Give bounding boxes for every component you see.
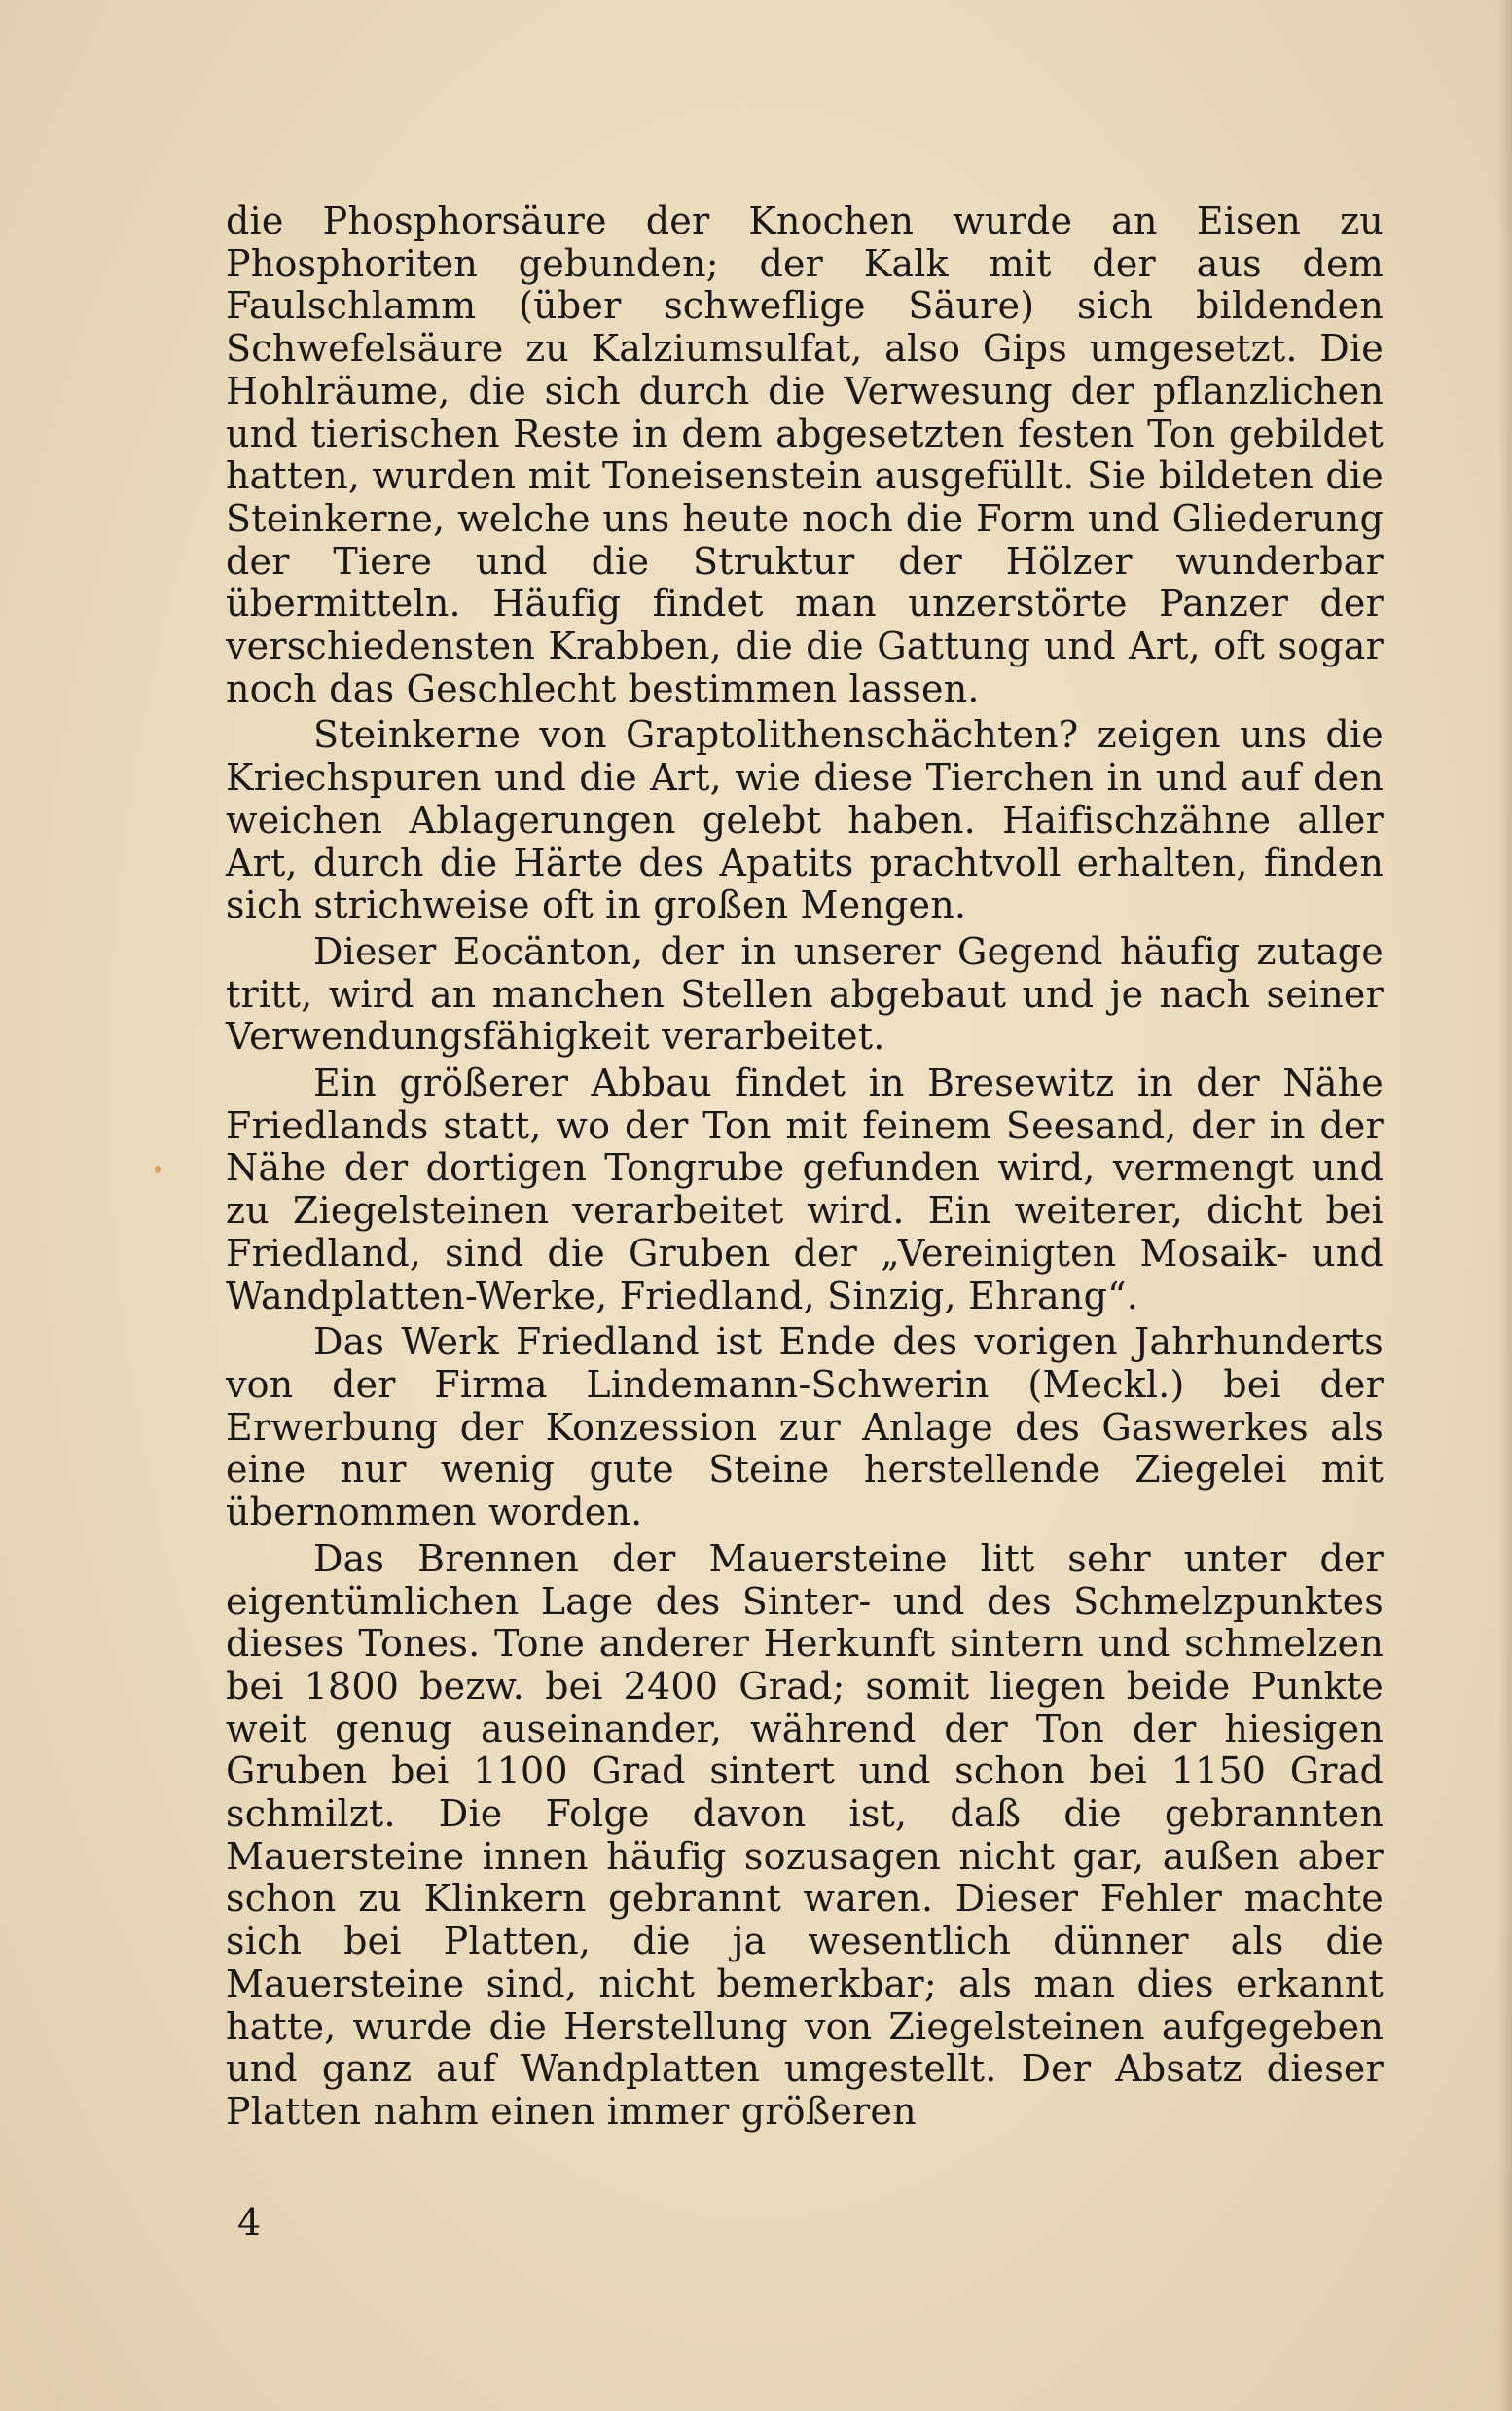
page-edge-shadow <box>1498 0 1512 2411</box>
paragraph-2: Steinkerne von Graptolithenschächten? zeigen uns die Kriechspuren und die Art, wie diese Tierchen in und auf den weichen Ablagerungen gelebt haben. Haifischzähne aller Art, durch die Härte des Apatits prachtvoll erhalten, finden sich strichweise oft in großen Mengen. <box>226 713 1384 927</box>
paper-spot <box>155 1166 161 1173</box>
paragraph-6: Das Brennen der Mauersteine litt sehr unter der eigentümlichen Lage des Sinter- und des Schmelzpunktes dieses Tones. Tone anderer Herkunft sintern und schmelzen bei 1800 bezw. bei 2400 Grad; somit liegen beide Punkte weit genug auseinander, während der Ton der hiesigen Gruben bei 1100 Grad sintert und schon bei 1150 Grad schmilzt. Die Folge davon ist, daß die gebrannten Mauersteine innen häufig sozusagen nicht gar, außen aber schon zu Klinkern gebrannt waren. Dieser Fehler machte sich bei Platten, die ja wesentlich dünner als die Mauersteine sind, nicht bemerkbar; als man dies erkannt hatte, wurde die Herstellung von Ziegelsteinen aufgegeben und ganz auf Wandplatten umgestellt. Der Absatz dieser Platten nahm einen immer größeren <box>226 1536 1384 2133</box>
paragraph-3: Dieser Eocänton, der in unserer Gegend häufig zutage tritt, wird an manchen Stellen abgebaut und je nach seiner Verwendungsfähigkeit verarbeitet. <box>226 929 1384 1059</box>
paragraph-5: Das Werk Friedland ist Ende des vorigen Jahrhunderts von der Firma Lindemann-Schwerin (Meckl.) bei der Erwerbung der Konzession zur Anlage des Gaswerkes als eine nur wenig gute Steine herstellende Ziegelei mit übernommen worden. <box>226 1320 1384 1534</box>
paragraph-1: die Phosphorsäure der Knochen wurde an Eisen zu Phosphoriten gebunden; der Kalk mit der aus dem Faulschlamm (über schweflige Säure) sich bildenden Schwefelsäure zu Kalziumsulfat, also Gips umgesetzt. Die Hohlräume, die sich durch die Verwesung der pflanzlichen und tierischen Reste in dem abgesetzten festen Ton gebildet hatten, wurden mit Toneisenstein ausgefüllt. Sie bildeten die Steinkerne, welche uns heute noch die Form und Gliederung der Tiere und die Struktur der Hölzer wunderbar übermitteln. Häufig findet man unzerstörte Panzer der verschiedensten Krabben, die die Gattung und Art, oft sogar noch das Geschlecht bestimmen lassen. <box>226 199 1384 710</box>
body-text <box>226 200 1384 2134</box>
paragraph-4: Ein größerer Abbau findet in Bresewitz in der Nähe Friedlands statt, wo der Ton mit feinem Seesand, der in der Nähe der dortigen Tongrube gefunden wird, vermengt und zu Ziegelsteinen verarbeitet wird. Ein weiterer, dicht bei Friedland, sind die Gruben der „Vereinigten Mosaik- und Wandplatten-Werke, Friedland, Sinzig, Ehrang“. <box>226 1062 1384 1317</box>
page-number: 4 <box>237 2201 262 2244</box>
